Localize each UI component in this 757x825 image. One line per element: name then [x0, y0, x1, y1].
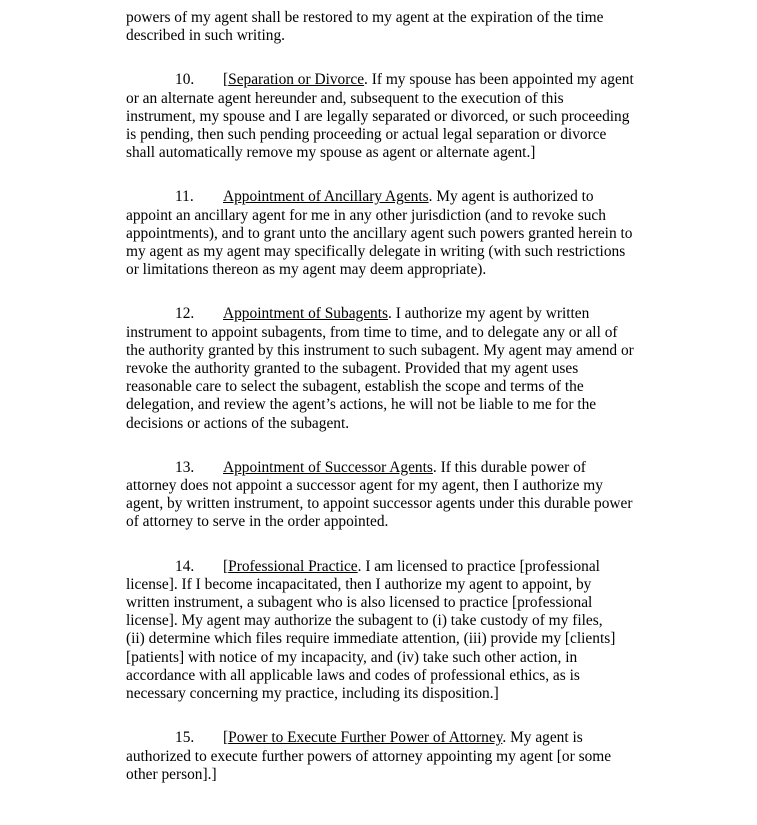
text-line: necessary concerning my practice, including its disposition.]	[126, 685, 499, 703]
section-10	[126, 71, 661, 162]
first-line-text: . If this durable power of	[432, 458, 586, 476]
first-line-text: . I authorize my agent by written	[388, 305, 590, 323]
text-line: written instrument, a subagent who is also licensed to practice [professional	[126, 594, 593, 612]
text-line: attorney does not appoint a successor agent for my agent, then I authorize my	[126, 477, 603, 495]
section-number: 10.	[175, 71, 195, 89]
text-line: of attorney to serve in the order appointed.	[126, 513, 389, 531]
text-line: [patients] with notice of my incapacity, and (iv) take such other action, in	[126, 648, 578, 666]
first-line-text: . My agent is authorized to	[428, 188, 594, 206]
text-line: authorized to execute further powers of attorney appointing my agent [or some	[126, 747, 612, 765]
text-line: the authority granted by this instrument to such subagent. My agent may amend or	[126, 341, 634, 359]
first-line-text: . I am licensed to practice [professional	[357, 557, 600, 575]
text-line: instrument, my spouse and I are legally separated or divorced, or such proceeding	[126, 107, 630, 125]
text-line: powers of my agent shall be restored to my agent at the expiration of the time	[126, 9, 604, 26]
section-heading: Separation or Divorce	[228, 71, 365, 89]
text-line: agent, by written instrument, to appoint successor agents under this durable power	[126, 495, 633, 513]
section-number: 12.	[175, 305, 195, 323]
paragraph-gap	[126, 703, 661, 729]
text-line: revoke the authority granted to the subagent. Provided that my agent uses	[126, 360, 579, 378]
text-line: other person].]	[126, 765, 217, 783]
text-line: described in such writing.	[126, 27, 286, 45]
open-bracket: [	[223, 729, 229, 747]
first-line-text: . If my spouse has been appointed my agent	[364, 71, 634, 89]
paragraph-gap	[126, 279, 661, 305]
text-line: license]. If I become incapacitated, then I authorize my agent to appoint, by	[126, 575, 592, 593]
section-heading: Appointment of Ancillary Agents	[223, 188, 429, 206]
paragraph-gap	[126, 45, 661, 71]
document-page	[126, 9, 661, 784]
text-line: license]. My agent may authorize the subagent to (i) take custody of my files,	[126, 612, 603, 630]
text-line: shall automatically remove my spouse as agent or alternate agent.]	[126, 144, 536, 162]
section-first-line	[126, 729, 661, 747]
section-number: 13.	[175, 458, 195, 476]
text-line: appointments), and to grant unto the ancillary agent such powers granted herein to	[126, 224, 633, 242]
paragraph-gap	[126, 532, 661, 558]
text-line: delegation, and review the agent’s actions, he will not be liable to me for the	[126, 396, 597, 414]
section-heading: Power to Execute Further Power of Attorney	[228, 729, 503, 747]
section-number: 11.	[175, 188, 194, 206]
text-line: reasonable care to select the subagent, establish the scope and terms of the	[126, 378, 584, 396]
first-line-text: . My agent is	[502, 729, 583, 747]
section-number: 14.	[175, 557, 195, 575]
open-bracket: [	[223, 557, 229, 575]
section-13	[126, 459, 661, 532]
text-line: my agent as my agent may specifically delegate in writing (with such restrictions	[126, 243, 626, 261]
paragraph-gap	[126, 433, 661, 459]
text-line: accordance with all applicable laws and codes of professional ethics, as is	[126, 666, 580, 684]
section-heading: Appointment of Successor Agents	[223, 458, 433, 476]
open-bracket: [	[223, 71, 229, 89]
text-line: or an alternate agent hereunder and, subsequent to the execution of this	[126, 89, 564, 107]
section-first-line	[126, 305, 661, 323]
section-first-line	[126, 459, 661, 477]
text-line: (ii) determine which files require immediate attention, (iii) provide my [clients]	[126, 630, 616, 648]
section-first-line	[126, 188, 661, 206]
section-15	[126, 729, 661, 784]
section-14	[126, 558, 661, 704]
text-line: or limitations thereon as my agent may deem appropriate).	[126, 261, 487, 279]
section-number: 15.	[175, 729, 195, 747]
text-line: is pending, then such pending proceeding or actual legal separation or divorce	[126, 126, 607, 144]
section-first-line	[126, 71, 661, 89]
text-line: instrument to appoint subagents, from time to time, and to delegate any or all of	[126, 323, 618, 341]
section-12	[126, 305, 661, 432]
section-11	[126, 188, 661, 279]
section-heading: Professional Practice	[228, 557, 358, 575]
paragraph-gap	[126, 162, 661, 188]
intro-paragraph	[126, 9, 661, 45]
text-line: decisions or actions of the subagent.	[126, 414, 350, 432]
section-first-line	[126, 558, 661, 576]
text-line: appoint an ancillary agent for me in any other jurisdiction (and to revoke such	[126, 206, 606, 224]
section-heading: Appointment of Subagents	[223, 305, 389, 323]
